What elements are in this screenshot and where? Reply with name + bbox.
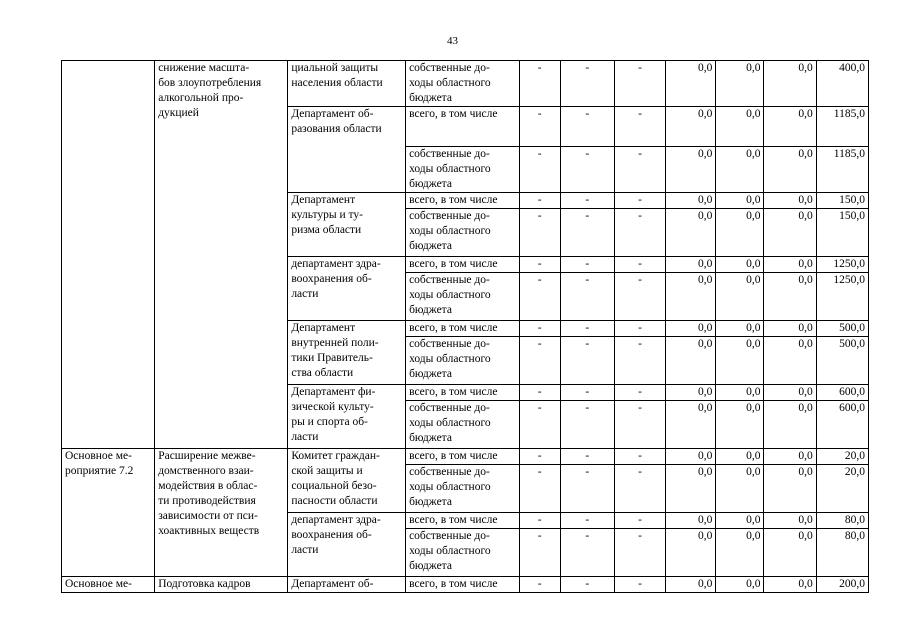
value-cell: - xyxy=(614,385,665,401)
funding-source-cell: собственные до- ходы областного бюджета xyxy=(406,465,520,513)
value-cell: 0,0 xyxy=(666,321,716,337)
value-cell: 0,0 xyxy=(666,193,716,209)
value-cell: 0,0 xyxy=(716,321,764,337)
value-cell: - xyxy=(560,209,614,257)
value-cell: - xyxy=(614,61,665,107)
value-cell: - xyxy=(614,449,665,465)
measure-name-cell: Расширение межве- домственного взаи- модействия в облас- ти противодействия зависимости от пси- хоактивных веществ xyxy=(155,449,288,577)
value-cell: 1185,0 xyxy=(816,107,868,147)
value-cell: 1185,0 xyxy=(816,147,868,193)
value-cell: - xyxy=(519,513,560,529)
value-cell: - xyxy=(519,107,560,147)
value-cell: - xyxy=(560,465,614,513)
measure-name-cell: снижение масшта- бов злоупотребления алкогольной про- дукцией xyxy=(155,61,288,449)
value-cell: 20,0 xyxy=(816,465,868,513)
value-cell: 0,0 xyxy=(764,273,816,321)
value-cell: 0,0 xyxy=(666,337,716,385)
value-cell: 1250,0 xyxy=(816,273,868,321)
value-cell: - xyxy=(519,449,560,465)
value-cell: 0,0 xyxy=(716,577,764,593)
funding-source-cell: всего, в том числе xyxy=(406,193,520,209)
value-cell: - xyxy=(519,577,560,593)
value-cell: - xyxy=(614,209,665,257)
value-cell: 0,0 xyxy=(764,449,816,465)
value-cell: 1250,0 xyxy=(816,257,868,273)
value-cell: 0,0 xyxy=(716,273,764,321)
value-cell: - xyxy=(560,529,614,577)
funding-source-cell: собственные до- ходы областного бюджета xyxy=(406,273,520,321)
table-row xyxy=(62,577,869,593)
value-cell: - xyxy=(519,401,560,449)
value-cell: - xyxy=(560,513,614,529)
funding-source-cell: всего, в том числе xyxy=(406,321,520,337)
value-cell: - xyxy=(614,465,665,513)
value-cell: - xyxy=(614,257,665,273)
value-cell: 0,0 xyxy=(666,147,716,193)
executor-cell: циальной защиты населения области xyxy=(288,61,406,107)
funding-source-cell: всего, в том числе xyxy=(406,257,520,273)
value-cell: - xyxy=(560,401,614,449)
value-cell: - xyxy=(614,273,665,321)
value-cell: 0,0 xyxy=(716,193,764,209)
value-cell: 0,0 xyxy=(764,385,816,401)
value-cell: 0,0 xyxy=(764,147,816,193)
value-cell: - xyxy=(614,577,665,593)
executor-cell: Департамент внутренней поли- тики Правитель- ства области xyxy=(288,321,406,385)
funding-source-cell: всего, в том числе xyxy=(406,577,520,593)
value-cell: 80,0 xyxy=(816,529,868,577)
value-cell: 0,0 xyxy=(764,209,816,257)
funding-source-cell: всего, в том числе xyxy=(406,449,520,465)
funding-source-cell: собственные до- ходы областного бюджета xyxy=(406,529,520,577)
executor-cell: Департамент об- xyxy=(288,577,406,593)
executor-cell: Департамент культуры и ту- ризма области xyxy=(288,193,406,257)
value-cell: - xyxy=(614,513,665,529)
value-cell: 200,0 xyxy=(816,577,868,593)
value-cell: 0,0 xyxy=(764,337,816,385)
value-cell: - xyxy=(560,385,614,401)
value-cell: - xyxy=(519,209,560,257)
value-cell: 0,0 xyxy=(666,465,716,513)
value-cell: 0,0 xyxy=(764,577,816,593)
value-cell: 600,0 xyxy=(816,385,868,401)
value-cell: 0,0 xyxy=(666,273,716,321)
table-row xyxy=(62,449,869,465)
value-cell: 0,0 xyxy=(764,107,816,147)
measure-cell: Основное ме- xyxy=(62,577,155,593)
value-cell: - xyxy=(560,257,614,273)
value-cell: 0,0 xyxy=(716,337,764,385)
funding-source-cell: всего, в том числе xyxy=(406,107,520,147)
funding-source-cell: всего, в том числе xyxy=(406,513,520,529)
value-cell: 0,0 xyxy=(666,513,716,529)
executor-cell: Департамент фи- зической культу- ры и спорта об- ласти xyxy=(288,385,406,449)
executor-cell: Комитет граждан- ской защиты и социальной безо- пасности области xyxy=(288,449,406,513)
value-cell: - xyxy=(560,321,614,337)
funding-source-cell: собственные до- ходы областного бюджета xyxy=(406,147,520,193)
value-cell: 0,0 xyxy=(716,449,764,465)
value-cell: 0,0 xyxy=(666,209,716,257)
value-cell: - xyxy=(519,529,560,577)
value-cell: - xyxy=(560,337,614,385)
value-cell: 0,0 xyxy=(764,193,816,209)
value-cell: - xyxy=(519,147,560,193)
value-cell: - xyxy=(614,321,665,337)
value-cell: 0,0 xyxy=(716,385,764,401)
value-cell: 0,0 xyxy=(666,385,716,401)
value-cell: 0,0 xyxy=(716,209,764,257)
value-cell: - xyxy=(519,273,560,321)
table-row xyxy=(62,61,869,107)
measure-cell: Основное ме- роприятие 7.2 xyxy=(62,449,155,577)
value-cell: - xyxy=(614,401,665,449)
measure-name-cell: Подготовка кадров xyxy=(155,577,288,593)
value-cell: - xyxy=(614,107,665,147)
value-cell: 150,0 xyxy=(816,193,868,209)
value-cell: - xyxy=(519,337,560,385)
value-cell: 0,0 xyxy=(666,107,716,147)
value-cell: - xyxy=(614,193,665,209)
value-cell: 0,0 xyxy=(716,529,764,577)
value-cell: 20,0 xyxy=(816,449,868,465)
value-cell: - xyxy=(519,465,560,513)
value-cell: 0,0 xyxy=(716,61,764,107)
value-cell: - xyxy=(560,273,614,321)
value-cell: 500,0 xyxy=(816,321,868,337)
executor-cell: департамент здра- воохранения об- ласти xyxy=(288,513,406,577)
value-cell: - xyxy=(560,147,614,193)
value-cell: - xyxy=(614,337,665,385)
value-cell: 0,0 xyxy=(666,61,716,107)
value-cell: 0,0 xyxy=(764,401,816,449)
value-cell: 500,0 xyxy=(816,337,868,385)
value-cell: - xyxy=(560,449,614,465)
value-cell: - xyxy=(519,61,560,107)
value-cell: 0,0 xyxy=(716,513,764,529)
value-cell: 0,0 xyxy=(764,257,816,273)
value-cell: 0,0 xyxy=(764,465,816,513)
value-cell: 0,0 xyxy=(764,513,816,529)
value-cell: 400,0 xyxy=(816,61,868,107)
value-cell: 0,0 xyxy=(666,257,716,273)
executor-cell: департамент здра- воохранения об- ласти xyxy=(288,257,406,321)
value-cell: 0,0 xyxy=(764,529,816,577)
value-cell: 0,0 xyxy=(666,449,716,465)
value-cell: 0,0 xyxy=(666,529,716,577)
value-cell: 0,0 xyxy=(716,107,764,147)
value-cell: - xyxy=(519,385,560,401)
value-cell: - xyxy=(560,577,614,593)
budget-table xyxy=(61,60,869,593)
value-cell: 0,0 xyxy=(716,147,764,193)
value-cell: 0,0 xyxy=(764,61,816,107)
funding-source-cell: собственные до- ходы областного бюджета xyxy=(406,209,520,257)
value-cell: 600,0 xyxy=(816,401,868,449)
value-cell: 0,0 xyxy=(716,465,764,513)
value-cell: - xyxy=(560,193,614,209)
value-cell: - xyxy=(519,257,560,273)
value-cell: 150,0 xyxy=(816,209,868,257)
value-cell: 0,0 xyxy=(764,321,816,337)
value-cell: - xyxy=(614,529,665,577)
value-cell: - xyxy=(560,61,614,107)
funding-source-cell: собственные до- ходы областного бюджета xyxy=(406,61,520,107)
value-cell: 0,0 xyxy=(716,257,764,273)
funding-source-cell: собственные до- ходы областного бюджета xyxy=(406,401,520,449)
value-cell: 0,0 xyxy=(716,401,764,449)
funding-source-cell: собственные до- ходы областного бюджета xyxy=(406,337,520,385)
value-cell: 0,0 xyxy=(666,577,716,593)
funding-source-cell: всего, в том числе xyxy=(406,385,520,401)
value-cell: - xyxy=(519,193,560,209)
value-cell: - xyxy=(560,107,614,147)
value-cell: - xyxy=(614,147,665,193)
value-cell: 0,0 xyxy=(666,401,716,449)
measure-cell xyxy=(62,61,155,449)
executor-cell: Департамент об- разования области xyxy=(288,107,406,193)
value-cell: 80,0 xyxy=(816,513,868,529)
page-number: 43 xyxy=(447,35,458,47)
value-cell: - xyxy=(519,321,560,337)
